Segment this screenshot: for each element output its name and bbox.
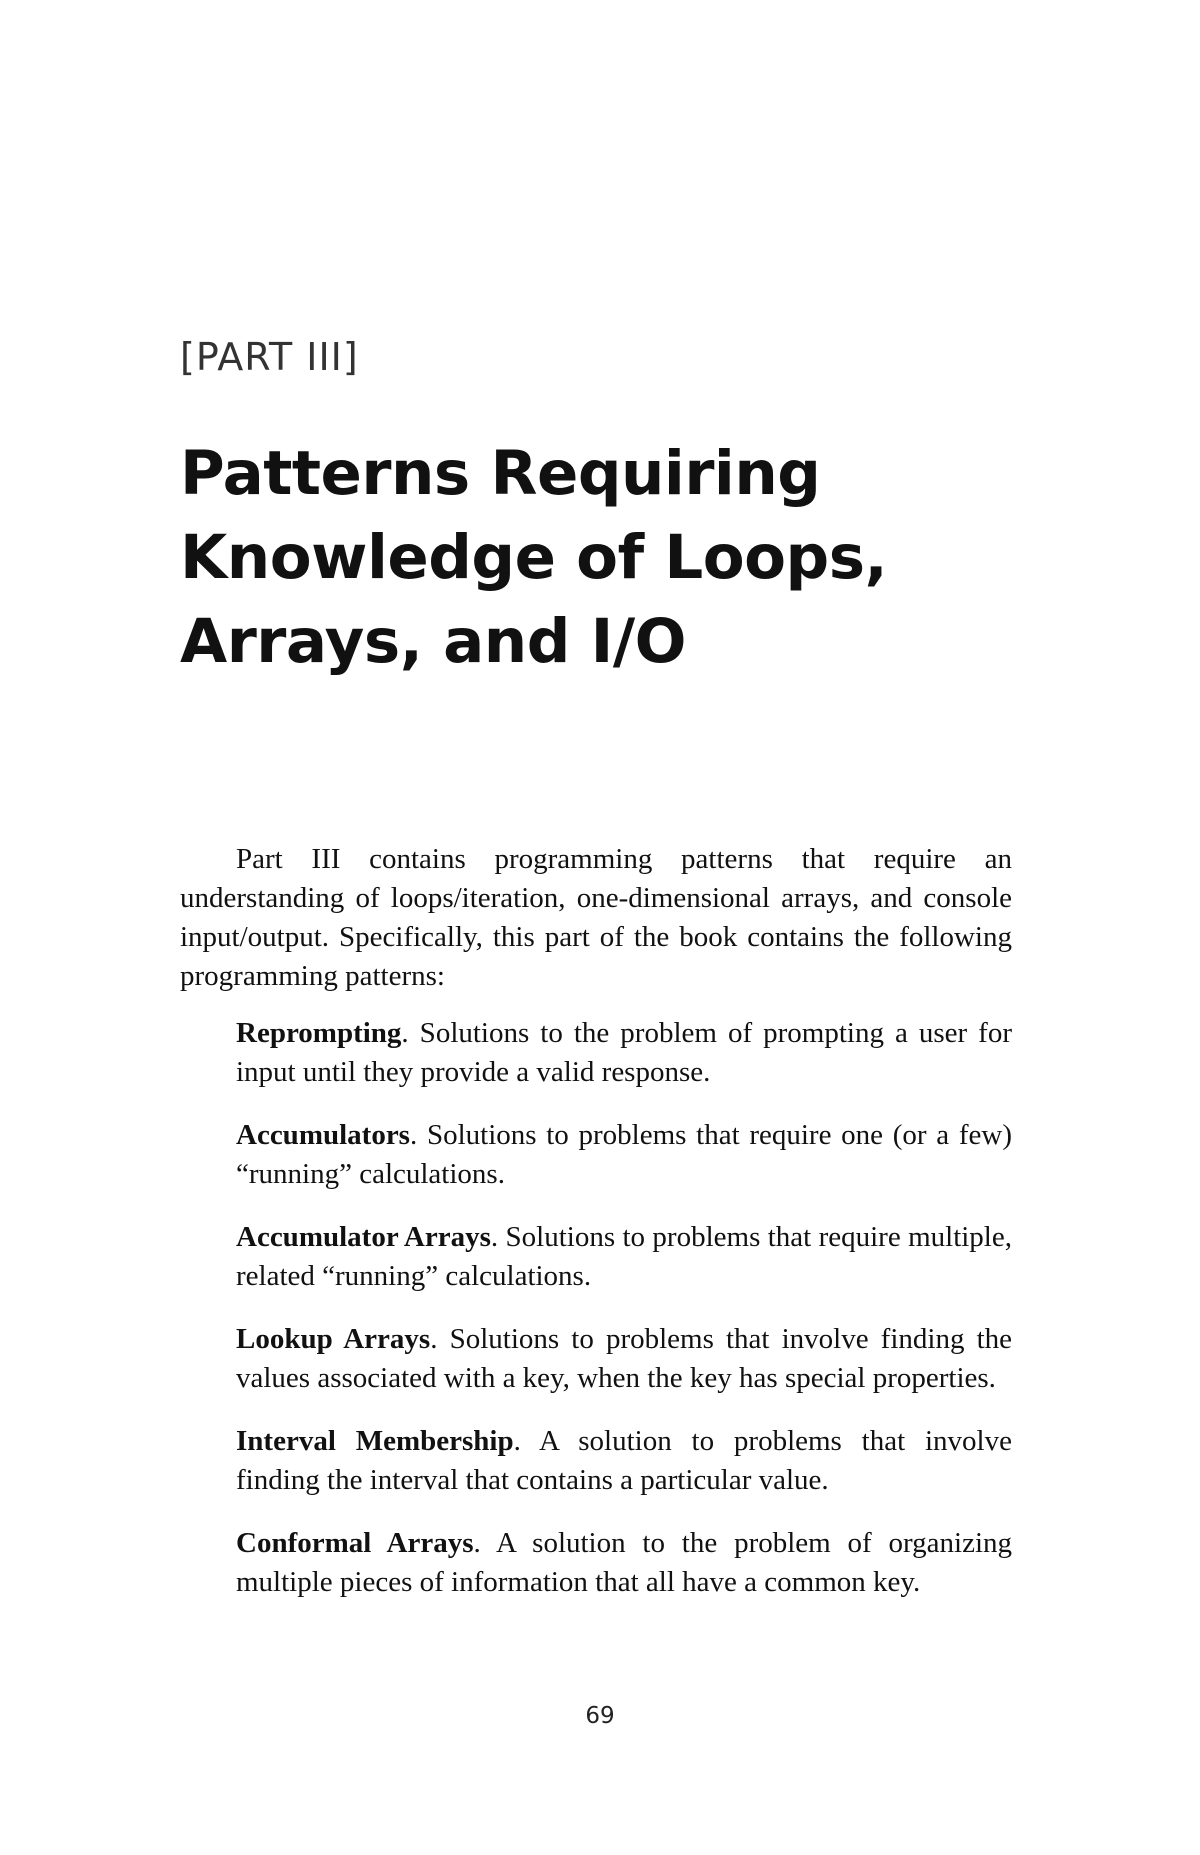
pattern-name: Interval Membership	[236, 1425, 514, 1457]
pattern-item-conformal-arrays	[236, 1524, 1012, 1602]
pattern-description: . Solutions to problems that involve finding the values associated with a key, when the key has special properties.	[236, 1323, 1012, 1394]
pattern-description: . Solutions to the problem of prompting a user for input until they provide a valid response.	[236, 1017, 1012, 1088]
pattern-name: Reprompting	[236, 1017, 402, 1049]
pattern-description: . Solutions to problems that require multiple, related “running” calculations.	[236, 1221, 1012, 1292]
pattern-item-reprompting	[236, 1014, 1012, 1092]
part-label: [PART III]	[180, 335, 359, 379]
pattern-description: . Solutions to problems that require one (or a few) “running” calculations.	[236, 1119, 1012, 1190]
intro-paragraph: Part III contains programming patterns that require an understanding of loops/iteration, one-dimensional arrays, and console input/output. Specifically, this part of the book contains the following programming patterns:	[180, 843, 1012, 992]
pattern-name: Lookup Arrays	[236, 1323, 431, 1355]
chapter-title-line: Arrays, and I/O	[180, 606, 686, 677]
chapter-title-line: Patterns Requiring	[180, 438, 821, 509]
body-text	[180, 840, 1012, 1626]
pattern-item-lookup-arrays	[236, 1320, 1012, 1398]
chapter-title-line: Knowledge of Loops,	[180, 522, 888, 593]
page-number: 69	[585, 1703, 615, 1729]
pattern-name: Conformal Arrays	[236, 1527, 474, 1559]
pattern-list	[180, 1014, 1012, 1602]
pattern-description: . A solution to the problem of organizing multiple pieces of information that all have a common key.	[236, 1527, 1012, 1598]
pattern-item-accumulators	[236, 1116, 1012, 1194]
pattern-item-accumulator-arrays	[236, 1218, 1012, 1296]
chapter-title	[180, 432, 1080, 684]
pattern-name: Accumulator Arrays	[236, 1221, 491, 1253]
pattern-item-interval-membership	[236, 1422, 1012, 1500]
pattern-name: Accumulators	[236, 1119, 410, 1151]
pattern-description: . A solution to problems that involve finding the interval that contains a particular value.	[236, 1425, 1012, 1496]
